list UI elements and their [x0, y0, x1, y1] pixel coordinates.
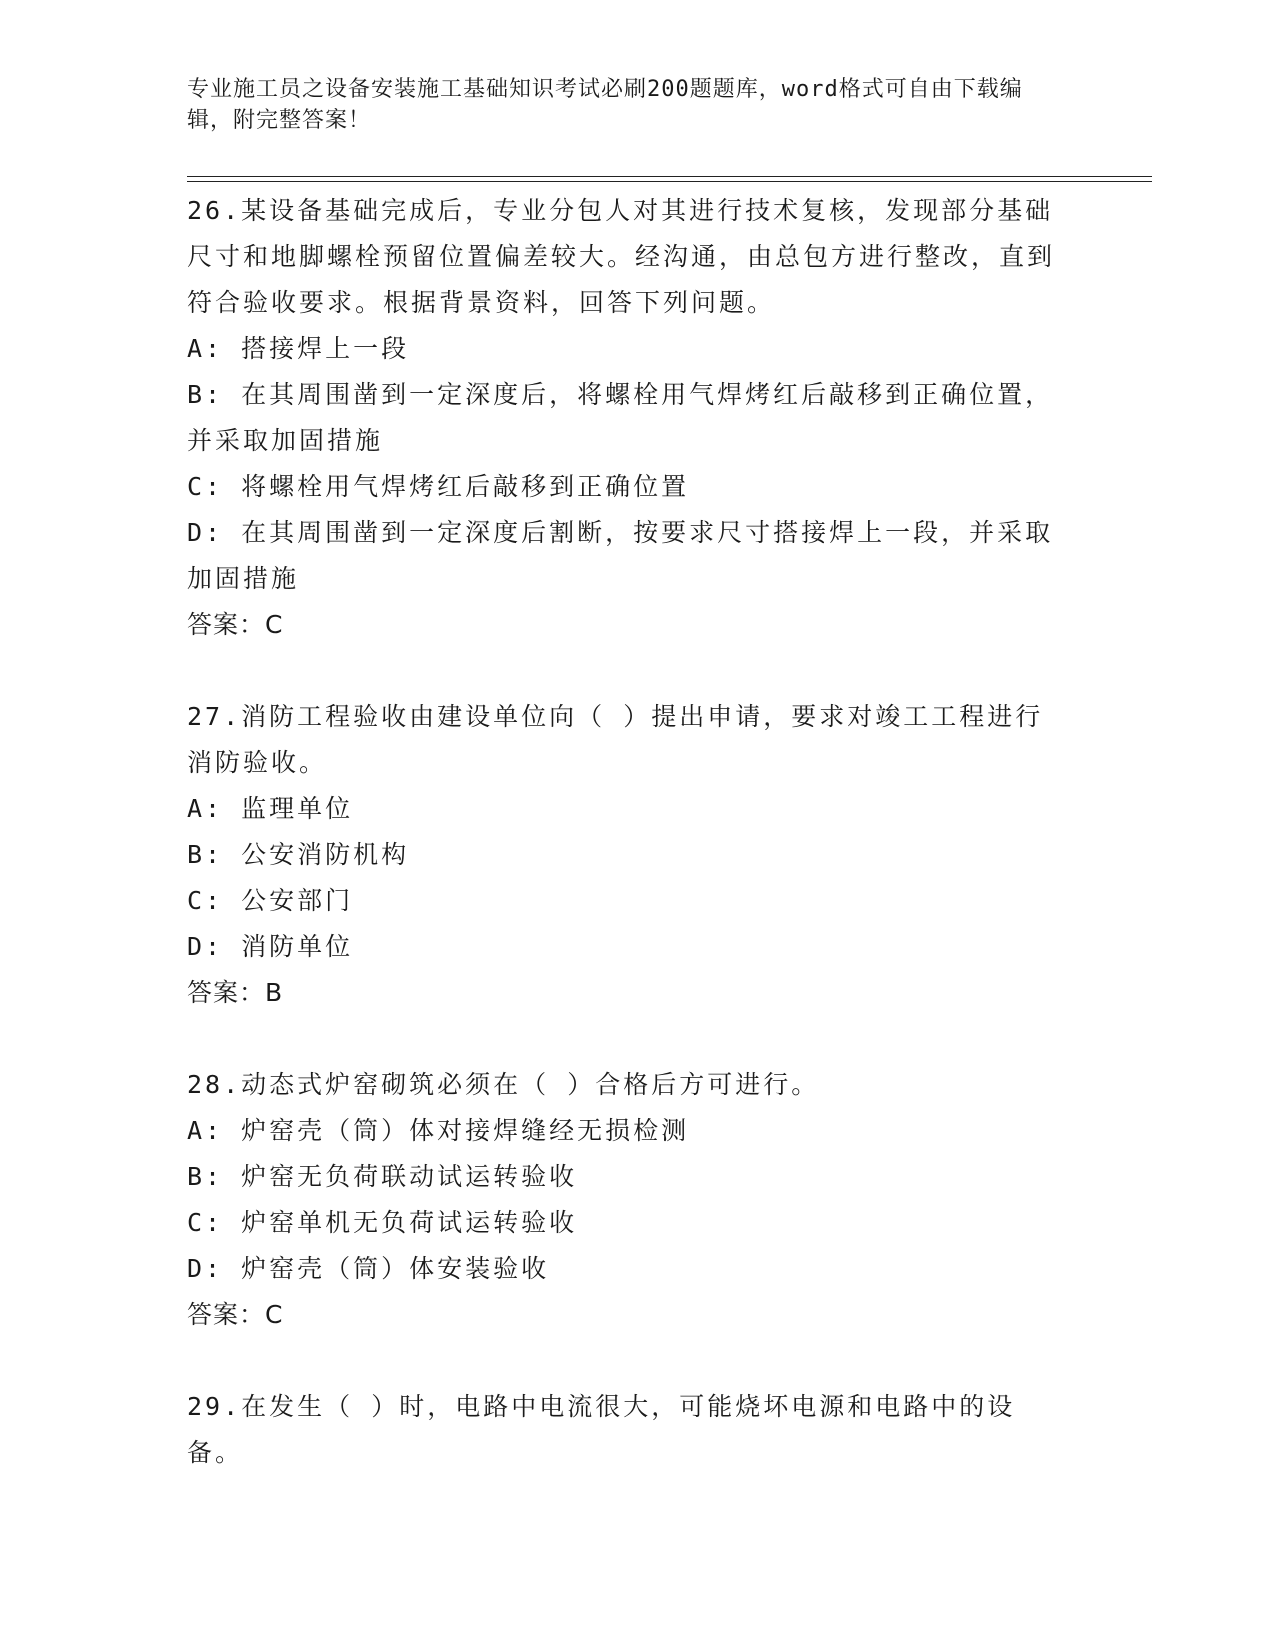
option-b: B: 公安消防机构 [187, 840, 410, 869]
option-b: B: 炉窑无负荷联动试运转验收 [187, 1162, 578, 1191]
answer-label: 答案：B [187, 978, 284, 1007]
question-29 [187, 1384, 1067, 1476]
question-26 [187, 188, 1067, 648]
question-text: 29.在发生（ ）时，电路中电流很大，可能烧坏电源和电路中的设备。 [187, 1392, 1016, 1467]
option-a: A: 监理单位 [187, 794, 354, 823]
header-rule-bottom [187, 181, 1152, 182]
option-a: A: 搭接焊上一段 [187, 334, 410, 363]
option-c: C: 炉窑单机无负荷试运转验收 [187, 1208, 578, 1237]
question-spacer [187, 648, 1067, 694]
option-d: D: 消防单位 [187, 932, 354, 961]
option-d: D: 在其周围凿到一定深度后割断，按要求尺寸搭接焊上一段，并采取加固措施 [187, 518, 1054, 593]
option-b: B: 在其周围凿到一定深度后，将螺栓用气焊烤红后敲移到正确位置，并采取加固措施 [187, 380, 1054, 455]
answer-label: 答案：C [187, 610, 284, 639]
question-28 [187, 1062, 1067, 1338]
option-a: A: 炉窑壳（筒）体对接焊缝经无损检测 [187, 1116, 690, 1145]
question-spacer [187, 1016, 1067, 1062]
option-d: D: 炉窑壳（筒）体安装验收 [187, 1254, 550, 1283]
question-text: 26.某设备基础完成后，专业分包人对其进行技术复核，发现部分基础尺寸和地脚螺栓预留位置偏差较大。经沟通，由总包方进行整改，直到符合验收要求。根据背景资料，回答下列问题。 [187, 196, 1056, 317]
option-c: C: 公安部门 [187, 886, 354, 915]
option-c: C: 将螺栓用气焊烤红后敲移到正确位置 [187, 472, 690, 501]
question-spacer [187, 1338, 1067, 1384]
header-rule-top [187, 176, 1152, 177]
question-text: 27.消防工程验收由建设单位向（ ）提出申请，要求对竣工工程进行消防验收。 [187, 702, 1044, 777]
question-27 [187, 694, 1067, 1016]
question-list [187, 188, 1067, 1476]
answer-label: 答案：C [187, 1300, 284, 1329]
question-text: 28.动态式炉窑砌筑必须在（ ）合格后方可进行。 [187, 1070, 820, 1099]
document-header: 专业施工员之设备安装施工基础知识考试必刷200题题库，word格式可自由下载编辑，附完整答案！ [187, 77, 1023, 133]
